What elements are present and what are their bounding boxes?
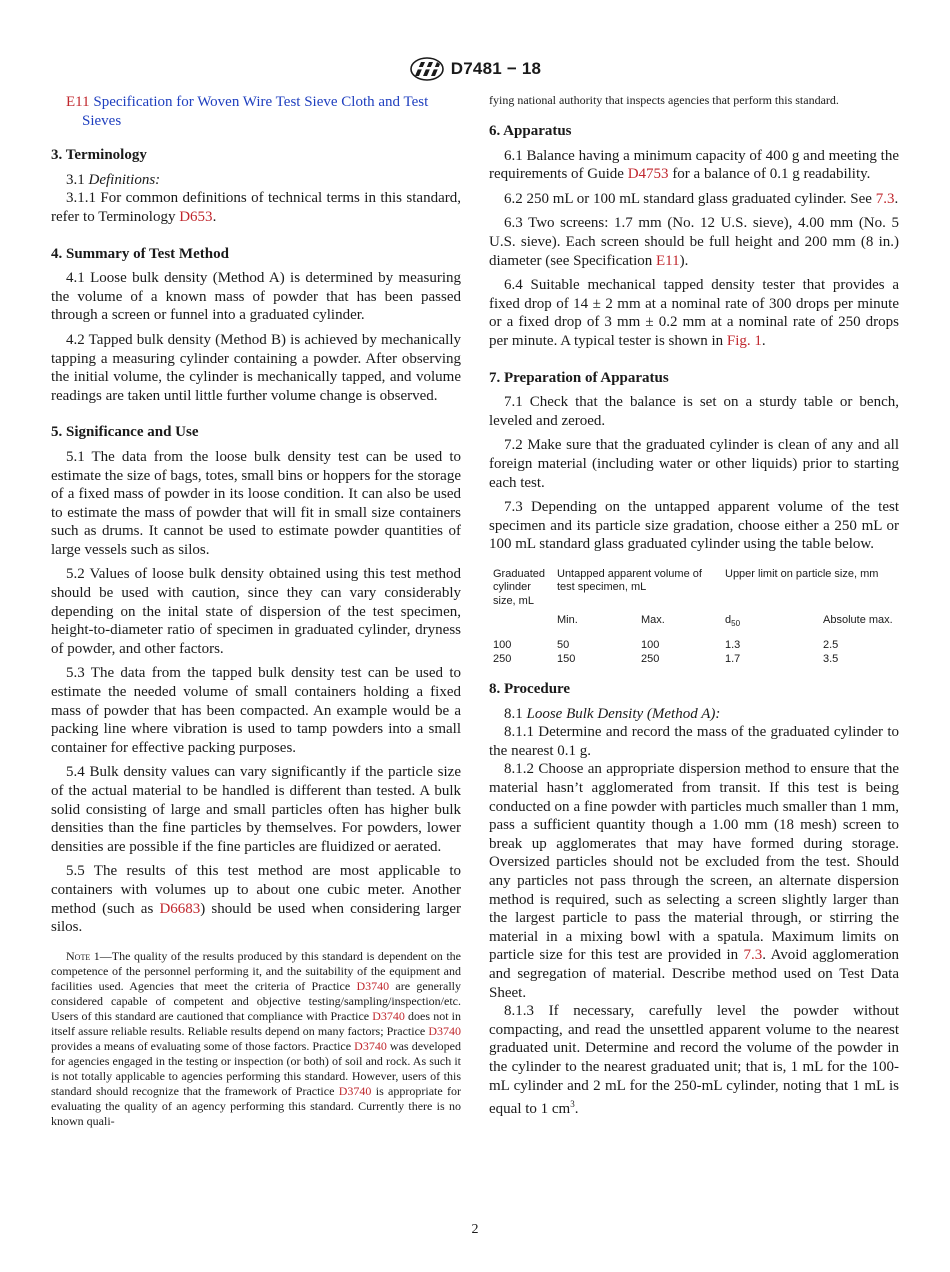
para-8-1: 8.1 Loose Bulk Density (Method A): (504, 705, 721, 722)
standard-designation: D7481 − 18 (450, 59, 542, 78)
para-6-2: 6.2 250 mL or 100 mL standard glass graduated cylinder. See 7.3. (504, 190, 899, 207)
subheader-min: Min. (557, 614, 578, 627)
note-label: Note 1 (66, 948, 100, 963)
table-row: 250 150 250 1.7 3.5 (493, 652, 839, 665)
para-3-1-1: 3.1.1 For common definitions of technical terms in this standard, refer to Terminology D653. (51, 190, 461, 225)
section-6-title: 6. Apparatus (489, 123, 572, 139)
para-6-4: 6.4 Suitable mechanical tapped density tester that provides a fixed drop of 14 ± 2 mm at a nominal rate of 300 drops per minute or a fixed drop of 3 mm ± 0.2 mm at a nominal rate of 250 drops per minute. A typical tester is shown in Fig. 1. (489, 277, 899, 349)
section-5-title: 5. Significance and Use (51, 424, 199, 441)
reference-e11-title: Specification for Woven Wire Test Sieve Cloth and Test Sieves (82, 94, 429, 129)
link-d3740[interactable]: D3740 (372, 1008, 405, 1023)
link-fig-1[interactable]: Fig. 1 (726, 332, 762, 349)
link-e11[interactable]: E11 (66, 94, 90, 110)
header-particle-size: Upper limit on particle size, mm (725, 567, 879, 580)
header-cylinder-size: Graduated cylinder size, mL (493, 567, 545, 607)
link-d3740[interactable]: D3740 (356, 978, 390, 993)
table-row: 100 50 100 1.3 2.5 (493, 639, 839, 652)
link-d653[interactable]: D653 (179, 208, 213, 225)
table-header-row (489, 568, 899, 609)
left-column (51, 93, 461, 1129)
para-6-1: 6.1 Balance having a minimum capacity of 400 g and meeting the requirements of Guide D4753 for a balance of 0.1 g readability. (489, 147, 899, 183)
link-d6683[interactable]: D6683 (159, 900, 201, 917)
para-3-1: 3.1 Definitions: (66, 171, 161, 188)
section-8-title: 8. Procedure (489, 681, 571, 698)
para-8-1-1: 8.1.1 Determine and record the mass of the graduated cylinder to the nearest 0.1 g. (489, 724, 899, 759)
para-7-2: 7.2 Make sure that the graduated cylinder is clean of any and all foreign material (including water or other liquids) prior to starting each test. (489, 437, 899, 491)
para-8-1-2: 8.1.2 Choose an appropriate dispersion method to ensure that the material hasn’t agglomerated from transit. If this test is being conducted on a fine powder with particles much smaller than 1 mm, pass a sufficient quantity though a 1.00 mm (18 mesh) screen to break up agglomerates that may have formed during storage. Oversized particles should not be excluded from the test. Should any particles not pass through the screen, an alternate dispersion method is required, such as selecting a screen slightly larger than the largest particle to pass the material through, or stirring the material in a mixing bowl with a spatula. Maximum limits on particle size for this test are provided in 7.3. Avoid agglomeration and segregation of material. Describe method used on Test Data Sheet. (489, 761, 899, 1001)
right-column (489, 93, 899, 1119)
para-5-2: 5.2 Values of loose bulk density obtained using this test method should be used with caution, since they can vary considerably depending on the inital state of dispersion of the test specimen, height-to-diameter ratio of specimen in graduated cylinder, dryness of powder, and other factors. (51, 566, 461, 657)
subheader-absolute-max: Absolute max. (823, 614, 893, 627)
para-7-1: 7.1 Check that the balance is set on a sturdy table or bench, leveled and zeroed. (489, 394, 899, 429)
page-header (0, 56, 950, 84)
table-subheader-row (489, 608, 899, 639)
note-1-continued: fying national authority that inspects agencies that perform this standard. (489, 93, 839, 107)
para-5-1: 5.1 The data from the loose bulk density test can be used to estimate the size of bags, totes, small bins or hoppers for the storage of a fixed mass of powder in its loose condition. It can also be used to estimate the mass of powder that will fit in small size containers such as drums. It cannot be used to estimate powder quantities of large vessels such as silos. (51, 448, 461, 558)
para-5-4: 5.4 Bulk density values can vary significantly if the particle size of the actual material to be handled is different than tested. A bulk solid consisting of large and small particles often has higher bulk densities than the fine particles by themselves. For powders, lower densities are possible if the fine particles are fluidized or aerated. (51, 764, 461, 855)
subheader-d50: $d_{50}$ (725, 614, 741, 629)
para-6-3: 6.3 Two screens: 1.7 mm (No. 12 U.S. sieve), 4.00 mm (No. 5 U.S. sieve). Each screen should be full height and 200 mm (8 in.) diameter (see Specification E11). (489, 215, 899, 269)
section-7-title: 7. Preparation of Apparatus (489, 369, 669, 386)
astm-logo-icon (409, 56, 445, 82)
section-3-title: 3. Terminology (51, 147, 147, 164)
para-5-3: 5.3 The data from the tapped bulk density test can be used to estimate the needed volume of small containers holding a fixed mass of powder that has been compacted. An example would be a packing line where vibration is used to tamp powders into a small container for effective packing purposes. (51, 665, 461, 756)
link-section-7-3[interactable]: 7.3 (743, 947, 763, 964)
para-5-5: 5.5 The results of this test method are most applicable to containers with volumes up to about one cubic meter. Another method (such as D6683) should be used when considering larger silos. (51, 863, 462, 936)
header-untapped-volume: Untapped apparent volume of test specimen, mL (557, 567, 702, 594)
page-number: 2 (471, 1222, 479, 1237)
subheader-max: Max. (641, 614, 665, 627)
para-7-3: 7.3 Depending on the untapped apparent volume of the test specimen and its particle size gradation, choose either a 250 mL or 100 mL standard glass graduated cylinder using the table below. (489, 499, 899, 553)
para-4-2: 4.2 Tapped bulk density (Method B) is achieved by mechanically tapping a measuring cylinder containing a powder. After observing the initial volume, the cylinder is mechanically tapped, and volume readings are taken until little further volume change is observed. (51, 331, 461, 404)
link-d3740[interactable]: D3740 (428, 1023, 461, 1038)
reference-e11 (51, 93, 461, 130)
link-d4753[interactable]: D4753 (627, 166, 669, 183)
link-e11[interactable]: E11 (656, 252, 680, 269)
note-1: Note 1—The quality of the results produced by this standard is dependent on the competence of the personnel performing it, and the suitability of the equipment and facilities used. Agencies that meet the criteria of Practice D3740 are generally considered capable of competent and objective testing/sampling/inspection/etc. Users of this standard are cautioned that compliance with Practice D3740 does not in itself assure reliable results. Reliable results depend on many factors; Practice D3740 provides a means of evaluating some of those factors. Practice D3740 was developed for agencies engaged in the testing or inspection (or both) of soil and rock. As such it is not totally applicable to agencies performing this standard. However, users of this standard should recognize that the framework of Practice D3740 is appropriate for evaluating the quality of an agency performing this standard. Currently there is no known quali- (51, 948, 462, 1128)
para-4-1: 4.1 Loose bulk density (Method A) is determined by measuring the volume of a known mass of powder that has been passed through a screen or funnel into a graduated cylinder. (51, 270, 461, 324)
para-8-1-3: 8.1.3 If necessary, carefully level the powder without compacting, and read the unsettled apparent volume to the nearest graduated unit. Determine and record the volume of the powder in the cylinder to the nearest graduated unit; that is, 1 mL for the 100-mL cylinder and 2 mL for the 250-mL cylinder, noting that 1 mL is equal to 1 $cm^3$. (489, 1003, 899, 1118)
cylinder-selection-table (489, 568, 899, 666)
link-d3740[interactable]: D3740 (354, 1038, 387, 1053)
section-4-title: 4. Summary of Test Method (51, 245, 229, 262)
link-section-7-3[interactable]: 7.3 (875, 190, 895, 207)
link-d3740[interactable]: D3740 (338, 1083, 372, 1098)
